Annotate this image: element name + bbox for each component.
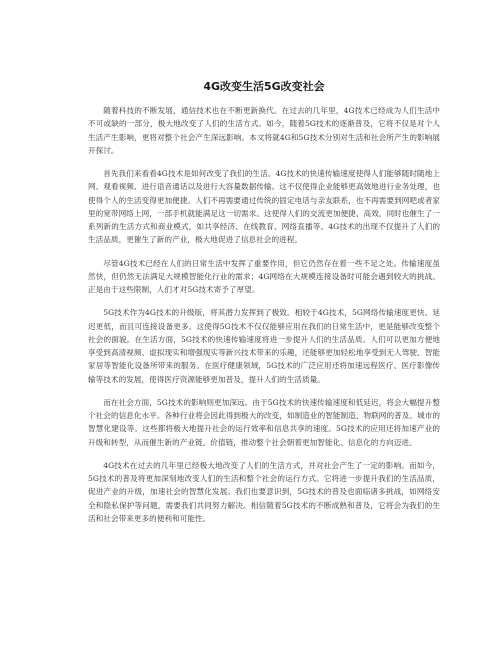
document-title: 4G改变生活5G改变社会: [203, 80, 325, 93]
paragraph-4g-limits: 尽管4G技术已经在人们的日常生活中发挥了重要作用，但它仍然存在着一些不足之处。传输速度虽然快，但仍然无法满足大规模智能化行业的需求；4G网络在大规模连接设备时可能会遇到较大的挑战。正是由于这些限制，人们才对5G技术寄予了厚望。: [88, 258, 440, 295]
paragraph-4g-life: 首先我们来看看4G技术是如何改变了我们的生活。4G技术的快速传输速度使得人们能够随时随地上网、观看视频、进行语音通话以及进行大容量数据传输。这不仅使得企业能够更高效地进行业务处理，也使得个人的生活变得更加便捷。人们不再需要通过传统的固定电话与亲友联系，也不再需要到网吧或者家里的宽带网络上网，一部手机就能满足这一切需求。这使得人们的交流更加便捷、高效，同时也催生了一系列新的生活方式和商业模式，如共享经济、在线教育、网络直播等。4G技术的出现不仅提升了人们的生活品质，更催生了新的产业，极大地促进了信息社会的进程。: [88, 168, 440, 245]
paragraph-conclusion: 4G技术在过去的几年里已经极大地改变了人们的生活方式，并对社会产生了一定的影响。而如今，5G技术的普及将更加深刻地改变人们的生活和整个社会的运行方式。它将进一步提升我们的生活品质，促进产业的升级，加速社会的智慧化发展。我们也要意识到，5G技术的普及也面临诸多挑战，如网络安全和隐私保护等问题，需要我们共同努力解决。相信随着5G技术的不断成熟和普及，它将会为我们的生活和社会带来更多的便利和可能性。: [88, 460, 440, 523]
paragraph-5g-life: 5G技术作为4G技术的升级版，将其潜力发挥到了极致。相较于4G技术，5G网络传输速度更快、延迟更低，而且可连接设备更多。这使得5G技术不仅仅能够应用在我们的日常生活中，更是能够改变整个社会的面貌。在生活方面，5G技术的快速传输速度将进一步提升人们的生活品质。人们可以更加方便地享受到高清视频、虚拟现实和增强现实等新兴技术带来的乐趣，还能够更加轻松地享受到无人驾驶、智能家居等智能化设备所带来的服务。在医疗健康领域，5G技术的广泛应用还将加速远程医疗、医疗影像传输等技术的发展，使得医疗资源能够更加普及，提升人们的生活质量。: [88, 308, 440, 384]
paragraph-intro: 随着科技的不断发展，通信技术也在不断更新换代。在过去的几年里，4G技术已经成为人们生活中不可或缺的一部分，极大地改变了人们的生活方式。如今，随着5G技术的逐渐普及，它将不仅是对个人生活产生影响，更将对整个社会产生深远影响。本文将就4G和5G技术分别对生活和社会所产生的影响展开探讨。: [88, 106, 440, 155]
paragraph-5g-society: 而在社会方面，5G技术的影响则更加深远。由于5G技术的快速传输速度和低延迟，将会大幅提升整个社会的信息化水平。各种行业将会因此得到极大的改变，如制造业的智能制造、物联网的普及、城市的智慧化建设等。这些都将极大地提升社会的运行效率和信息共享的速度。5G技术的应用还将加速产业的升级和转型，从而催生新的产业链、价值链，推动整个社会朝着更加智能化、信息化的方向迈进。: [88, 397, 440, 447]
